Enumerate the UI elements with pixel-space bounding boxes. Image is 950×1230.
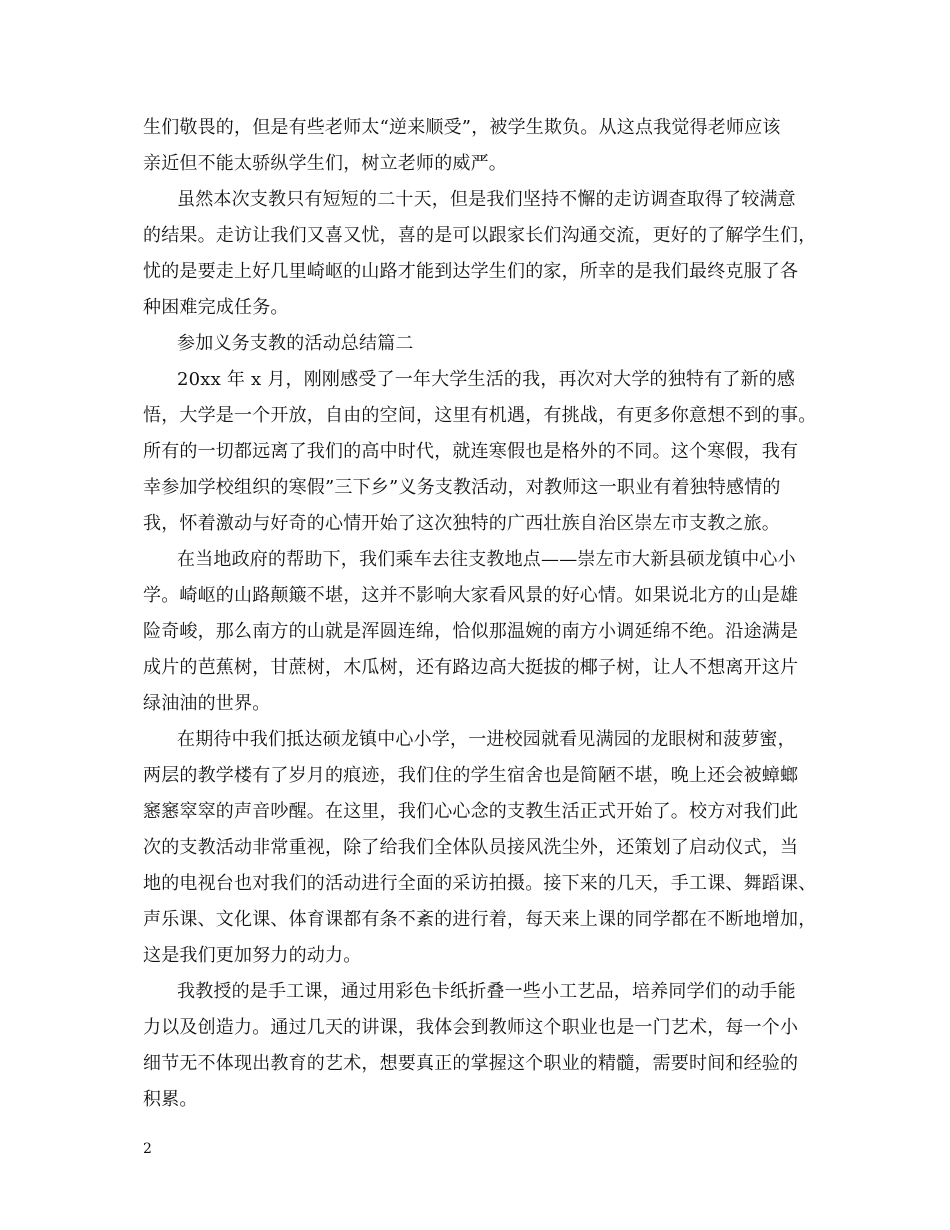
text-line: 在期待中我们抵达硕龙镇中心小学，一进校园就看见满园的龙眼树和菠萝蜜， [177, 729, 796, 750]
text-line: 窸窸窣窣的声音吵醒。在这里，我们心心念的支教生活正式开始了。校方对我们此 [143, 801, 799, 822]
text-line: 学。崎岖的山路颠簸不堪，这并不影响大家看风景的好心情。如果说北方的山是雄 [143, 585, 799, 606]
text-line: 忧的是要走上好几里崎岖的山路才能到达学生们的家，所幸的是我们最终克服了各 [143, 261, 799, 282]
text-line: 积累。 [143, 1089, 198, 1110]
text-line: 生们敬畏的，但是有些老师太“逆来顺受”，被学生欺负。从这点我觉得老师应该 [143, 117, 781, 138]
text-line: 次的支教活动非常重视，除了给我们全体队员接风洗尘外，还策划了启动仪式，当 [143, 837, 799, 858]
page-number: 2 [143, 1141, 152, 1157]
text-line: 地的电视台也对我们的活动进行全面的采访拍摄。接下来的几天，手工课、舞蹈课、 [143, 873, 817, 894]
text-line: 力以及创造力。通过几天的讲课，我体会到教师这个职业也是一门艺术，每一个小 [143, 1017, 799, 1038]
text-line: 成片的芭蕉树，甘蔗树，木瓜树，还有路边高大挺拔的椰子树，让人不想离开这片 [143, 657, 799, 678]
text-line: 亲近但不能太骄纵学生们，树立老师的威严。 [143, 153, 507, 174]
text-line: 我教授的是手工课，通过用彩色卡纸折叠一些小工艺品，培养同学们的动手能 [177, 981, 796, 1002]
text-line: 细节无不体现出教育的艺术，想要真正的掌握这个职业的精髓，需要时间和经验的 [143, 1053, 799, 1074]
text-line: 所有的一切都远离了我们的高中时代，就连寒假也是格外的不同。这个寒假，我有 [143, 441, 799, 462]
text-line: 种困难完成任务。 [143, 297, 289, 318]
text-line: 20xx 年 x 月，刚刚感受了一年大学生活的我，再次对大学的独特有了新的感 [177, 369, 796, 390]
text-line: 险奇峻，那么南方的山就是浑圆连绵，恰似那温婉的南方小调延绵不绝。沿途满是 [143, 621, 799, 642]
section-heading: 参加义务支教的活动总结篇二 [177, 333, 414, 354]
text-line: 这是我们更加努力的动力。 [143, 945, 362, 966]
text-line: 的结果。走访让我们又喜又忧，喜的是可以跟家长们沟通交流，更好的了解学生们， [143, 225, 817, 246]
text-line: 两层的教学楼有了岁月的痕迹，我们住的学生宿舍也是简陋不堪，晚上还会被蟑螂 [143, 765, 799, 786]
text-line: 悟，大学是一个开放，自由的空间，这里有机遇，有挑战，有更多你意想不到的事。 [143, 405, 817, 426]
text-line: 绿油油的世界。 [143, 693, 271, 714]
text-line: 声乐课、文化课、体育课都有条不紊的进行着，每天来上课的同学都在不断地增加， [143, 909, 817, 930]
text-line: 虽然本次支教只有短短的二十天，但是我们坚持不懈的走访调查取得了较满意 [177, 189, 796, 210]
text-line: 我，怀着激动与好奇的心情开始了这次独特的广西壮族自治区崇左市支教之旅。 [143, 513, 780, 534]
text-line: 幸参加学校组织的寒假”三下乡”义务支教活动，对教师这一职业有着独特感情的 [143, 477, 781, 498]
text-line: 在当地政府的帮助下，我们乘车去往支教地点——崇左市大新县硕龙镇中心小 [177, 549, 796, 570]
